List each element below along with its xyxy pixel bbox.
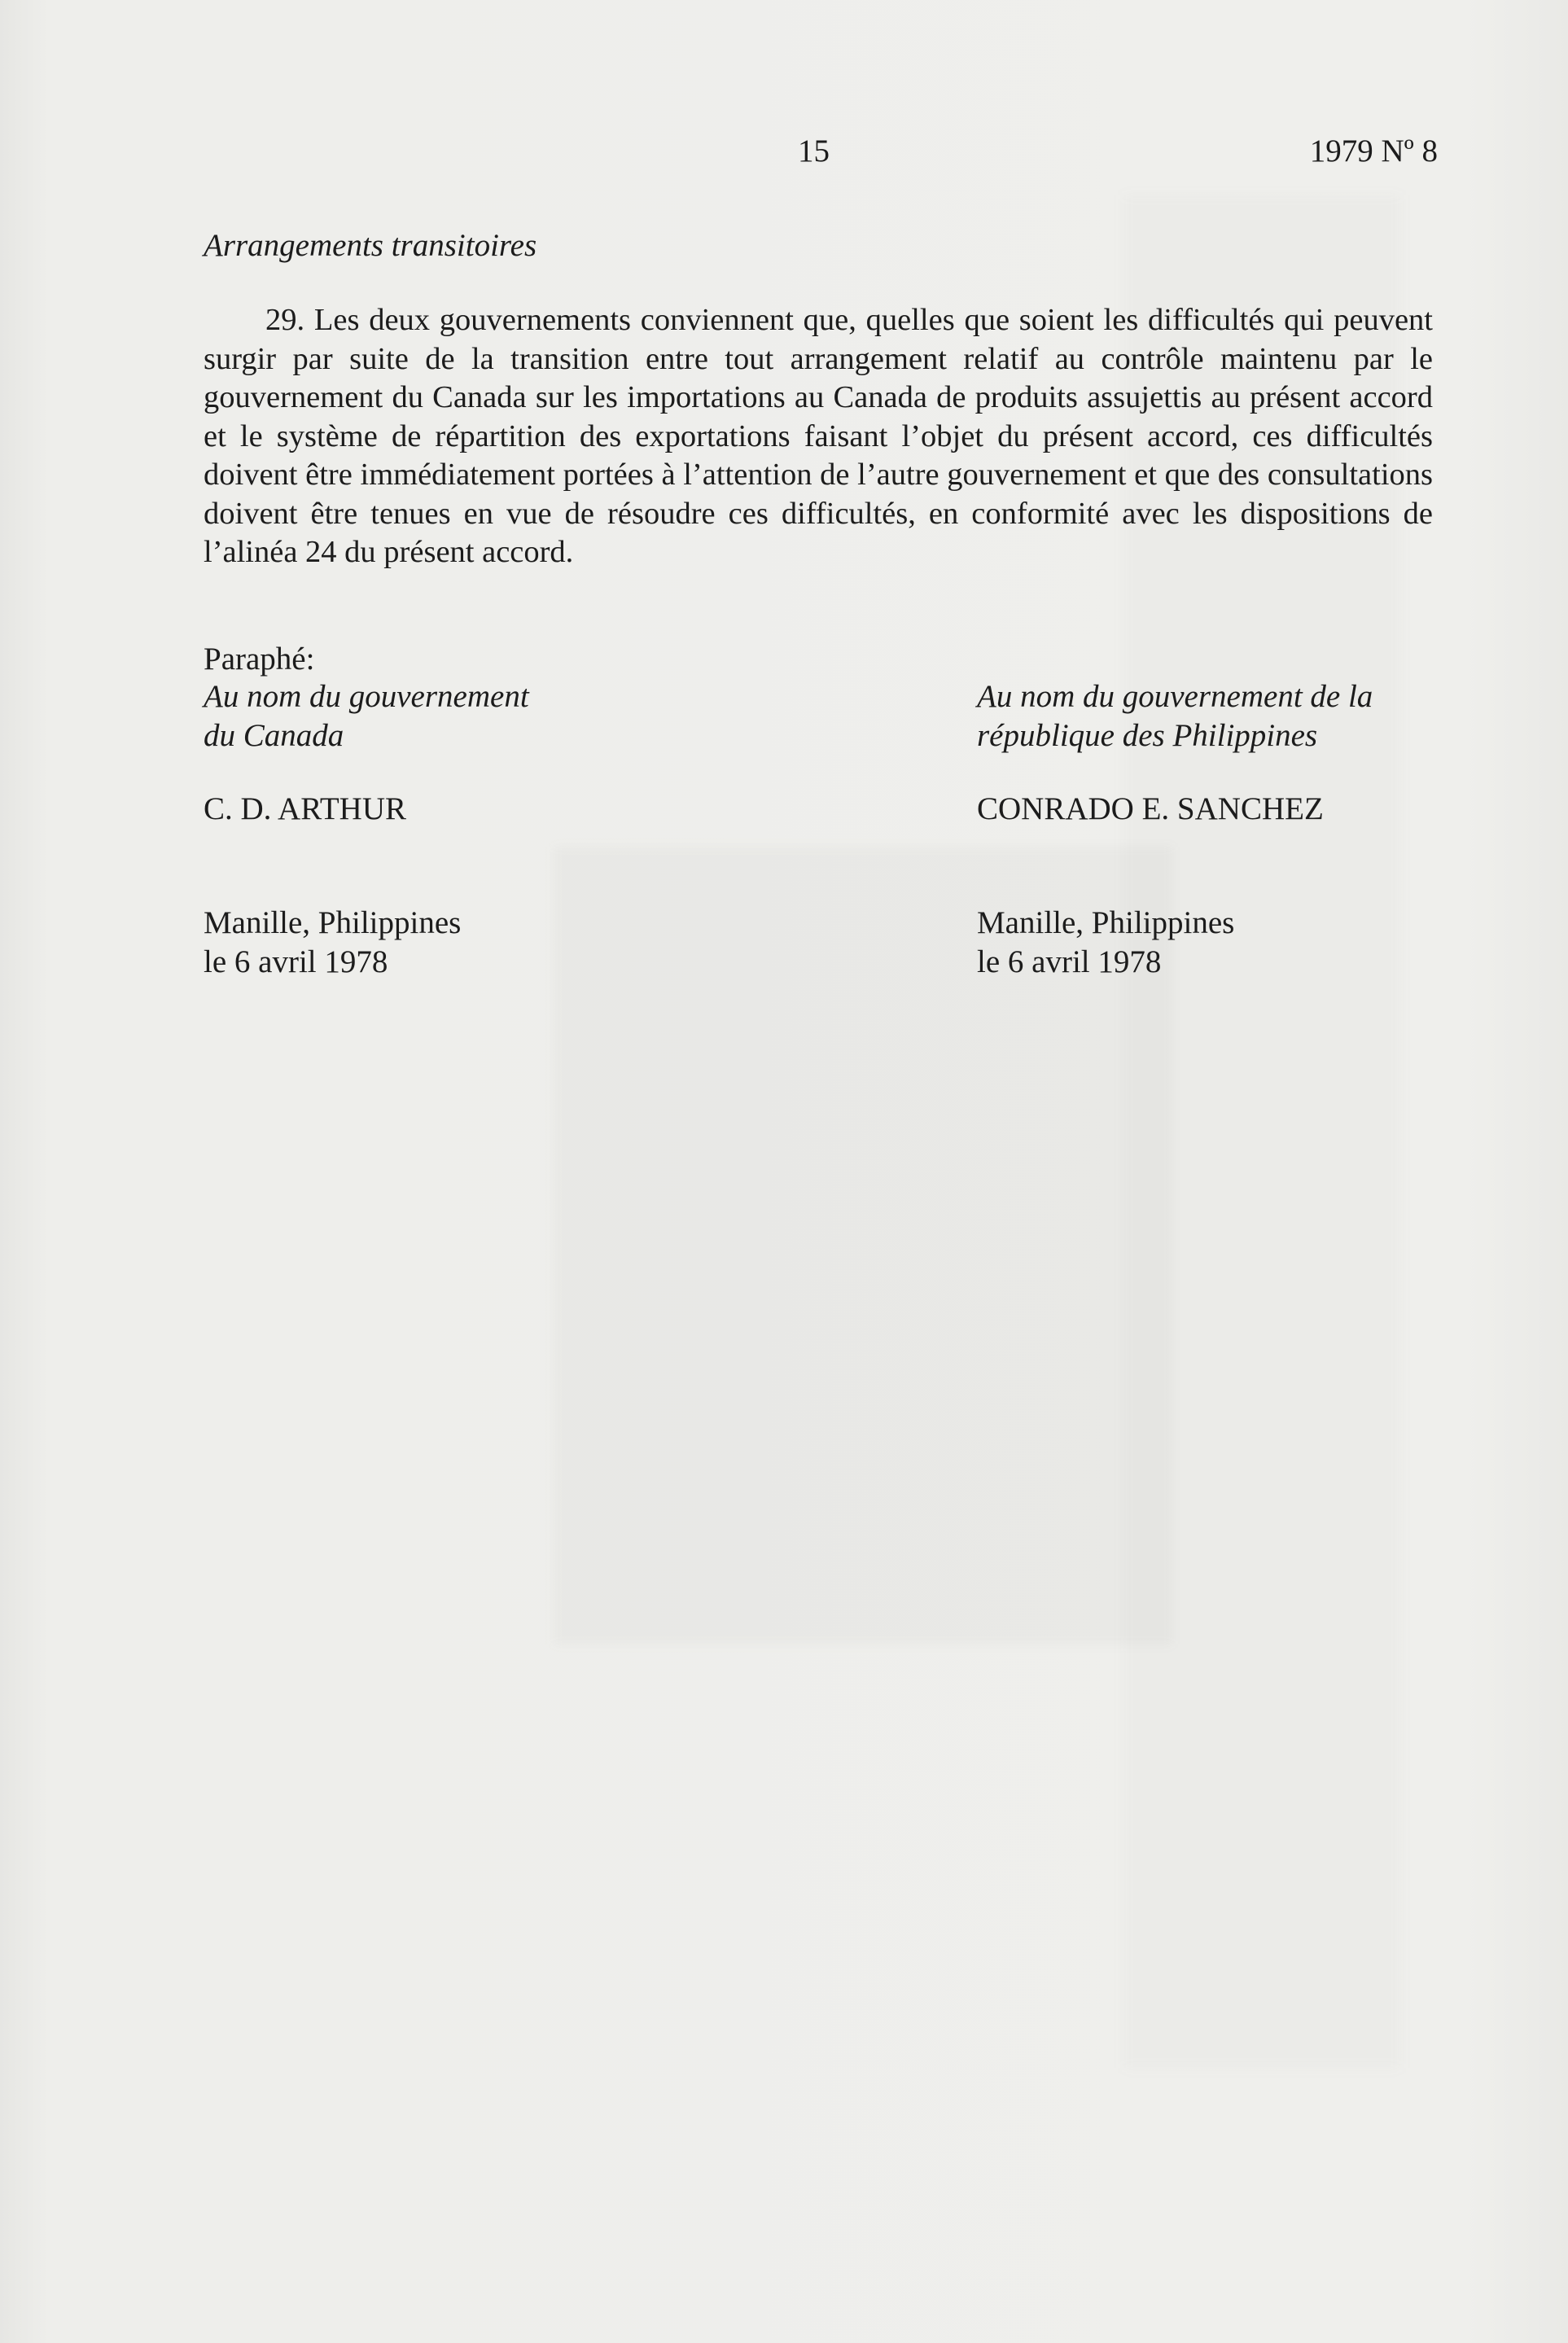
left-on-behalf-line1: Au nom du gouvernement xyxy=(204,679,529,714)
left-party-on-behalf xyxy=(204,677,529,755)
left-date: le 6 avril 1978 xyxy=(204,944,388,979)
document-reference: 1979 Nº 8 xyxy=(1309,134,1438,169)
left-place: Manille, Philippines xyxy=(204,905,462,940)
right-party-on-behalf xyxy=(977,677,1373,755)
initialed-label: Paraphé: xyxy=(204,642,315,677)
section-heading: Arrangements transitoires xyxy=(204,228,537,263)
left-on-behalf-line2: du Canada xyxy=(204,718,344,753)
right-place-date xyxy=(977,904,1234,982)
right-place: Manille, Philippines xyxy=(977,905,1235,940)
article-paragraph: 29. Les deux gouvernements conviennent que, quelles que soient les difficultés qui peuvent surgir par suite de la transition entre tout arrangement relatif au contrôle maintenu par le gouvernement du Canada sur les importations au Canada de produits assujettis au présent accord et le système de répartition des exportations faisant l’objet du présent accord, ces difficultés doivent être immédiatement portées à l’attention de l’autre gouvernement et que des consultations doivent être tenues en vue de résoudre ces difficultés, en conformité avec les dispositions de l’alinéa 24 du présent accord. xyxy=(204,303,1433,569)
left-place-date xyxy=(204,904,461,982)
page-number: 15 xyxy=(798,134,830,169)
right-date: le 6 avril 1978 xyxy=(977,944,1162,979)
left-signatory-name: C. D. ARTHUR xyxy=(204,791,407,826)
right-on-behalf-line2: république des Philippines xyxy=(977,718,1318,753)
right-on-behalf-line1: Au nom du gouvernement de la xyxy=(977,679,1373,714)
right-signatory-name: CONRADO E. SANCHEZ xyxy=(977,791,1324,826)
